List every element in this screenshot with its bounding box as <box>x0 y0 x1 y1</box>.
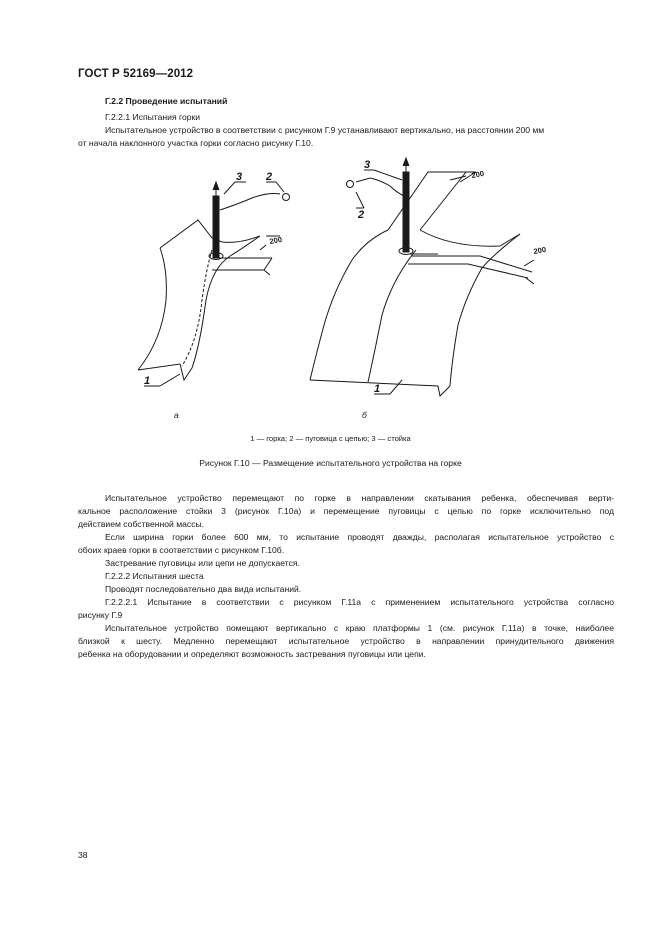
paragraph-line: действием собственной массы. <box>78 519 205 529</box>
dimension-label-b2: 200 <box>532 244 547 256</box>
post-b <box>347 158 414 394</box>
paragraph-line: кальное расположение стойки 3 (рисунок Г.10а) и перемещение пуговицы с цепью по горке исключительно под <box>78 506 614 516</box>
paragraph-line: ребенка на оборудовании и определяют возможность застревания пуговицы или цепи. <box>78 649 426 659</box>
paragraph-line: Испытательное устройство перемещают по горке в направлении скатывания ребенка, обеспечивая верти- <box>105 493 614 503</box>
document-header: ГОСТ Р 52169—2012 <box>78 68 194 80</box>
post-a <box>144 182 290 386</box>
callout-1-b: 1 <box>374 383 381 395</box>
subsection-heading: Г.2.2.2 Испытания шеста <box>105 571 204 581</box>
page-number: 38 <box>78 850 88 860</box>
paragraph-line: Испытательное устройство помещают вертикально с краю платформы 1 (см. рисунок Г.11а) в точке, наиболее <box>105 623 614 633</box>
section-title: Г.2.2 Проведение испытаний <box>105 96 228 106</box>
figure-caption: Рисунок Г.10 — Размещение испытательного устройства на горке <box>199 458 462 468</box>
figure-g10 <box>120 150 560 430</box>
subsection-heading: Г.2.2.1 Испытания горки <box>105 112 201 122</box>
dimension-label-b1: 200 <box>470 168 485 180</box>
callout-3-b: 3 <box>364 159 371 171</box>
callout-2-b: 2 <box>358 209 365 221</box>
figure-drawing <box>120 150 560 430</box>
paragraph-line: Застревание пуговицы или цепи не допускается. <box>105 558 300 568</box>
slide-a <box>138 220 280 380</box>
paragraph-line: обоих краев горки в соответствии с рисунком Г.10б. <box>78 545 285 555</box>
callout-3-a: 3 <box>236 171 243 183</box>
paragraph-line: Г.2.2.2.1 Испытание в соответствии с рисунком Г.11а с применением испытательного устройства согласно <box>105 597 614 607</box>
figure-legend: 1 — горка; 2 — пуговица с цепью; 3 — стойка <box>250 434 411 443</box>
paragraph-line: рисунку Г.9 <box>78 610 123 620</box>
callout-1-a: 1 <box>144 375 151 387</box>
callout-2-a: 2 <box>266 171 273 183</box>
slide-b <box>310 172 534 396</box>
subfigure-label-a: а <box>174 410 179 420</box>
paragraph-line: Если ширина горки более 600 мм, то испытание проводят дважды, располагая испытательное устройство с <box>105 532 614 542</box>
subfigure-label-b: б <box>362 410 367 420</box>
dimension-label-a: 200 <box>268 234 283 246</box>
paragraph-line: близкой к шесту. Медленно перемещают испытательное устройство в направлении принудительного движения <box>78 636 614 646</box>
paragraph-line: от начала наклонного участка горки согласно рисунку Г.10. <box>78 138 314 148</box>
paragraph-line: Проводят последовательно два вида испытаний. <box>105 584 302 594</box>
paragraph-line: Испытательное устройство в соответствии с рисунком Г.9 устанавливают вертикально, на расстоянии 200 мм <box>105 125 545 135</box>
